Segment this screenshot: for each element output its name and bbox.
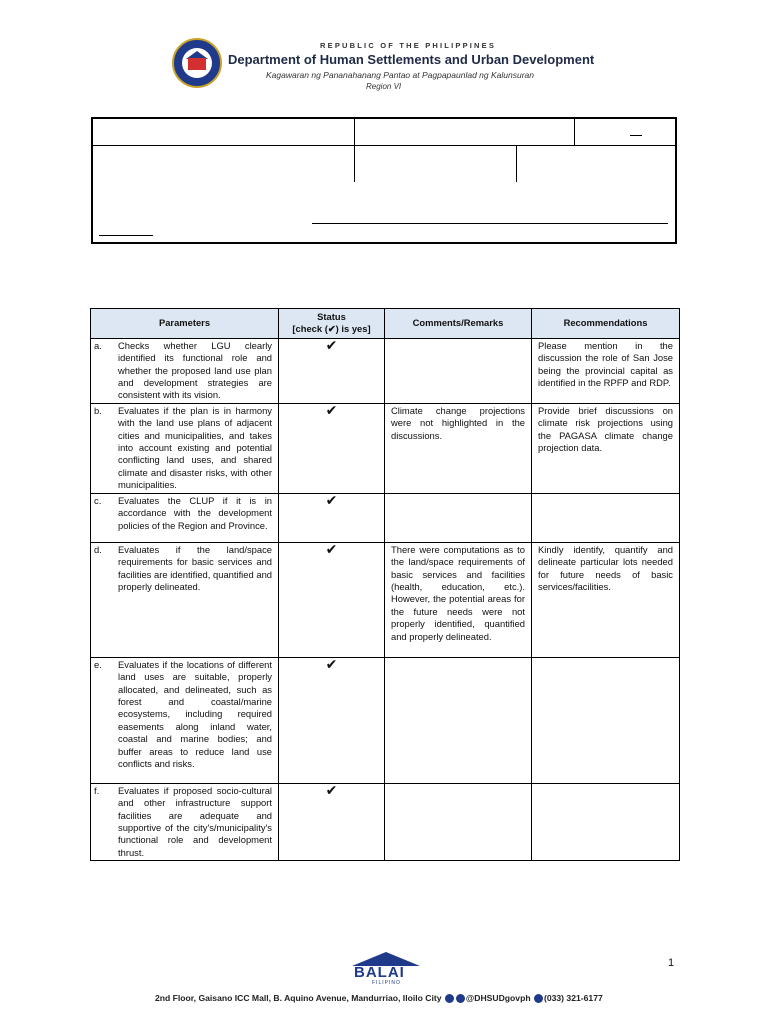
checkmark-icon: ✔ [325,402,338,419]
table-row [91,493,680,542]
header-status-title: Status [317,311,346,322]
checkmark-icon: ✔ [325,541,338,558]
parameter-text: Checks whether LGU clearly identified its functional role and whether the proposed land use plan and development strategies are consistent with its vision. [118,339,272,401]
item-letter: e. [94,658,102,670]
status-cell [279,403,385,493]
comments-cell [385,783,532,860]
recommendations-cell [532,657,680,783]
balai-filipino-logo [352,952,420,986]
comments-cell [385,493,532,542]
recommendations-cell: Provide brief discussions on climate risk projections using the PAGASA climate change projection data. [532,403,680,493]
footer-address: 2nd Floor, Gaisano ICC Mall, B. Aquino Avenue, Mandurriao, Iloilo City [155,993,442,1003]
status-cell [279,493,385,542]
logo-subtext: FILIPINO [372,980,401,986]
parameter-text: Evaluates the CLUP if it is in accordance with the development policies of the Region and Province. [118,494,272,531]
parameter-cell [91,657,279,783]
facebook-icon [445,994,454,1003]
checkmark-icon: ✔ [325,337,338,354]
blank-line [630,135,642,136]
comments-cell [385,338,532,403]
recommendations-cell: Kindly identify, quantify and delineate particular lots needed for future needs of basic services/facilities. [532,542,680,657]
status-cell [279,783,385,860]
parameter-cell [91,403,279,493]
parameter-text: Evaluates if the locations of different land uses are suitable, properly allocated, and delineated, such as forest and coastal/marine ecosystems, including required easements along inland water, coastal and marine bodies; and buffer areas to reduce land use conflicts and risks. [118,658,272,769]
department-name: Department of Human Settlements and Urban Development [228,52,595,67]
box-divider [354,119,355,182]
item-letter: c. [94,494,102,506]
twitter-icon [456,994,465,1003]
box-divider [93,145,675,146]
recommendations-cell [532,493,680,542]
region-label: Region VI [366,82,402,91]
item-letter: b. [94,404,102,416]
table-row [91,542,680,657]
header-status-note: [check (✔) is yes] [292,323,371,335]
header-recommendations: Recommendations [532,309,680,339]
parameter-text: Evaluates if the land/space requirements for basic services and facilities are identified, quantified and properly delineated. [118,543,272,592]
comments-cell [385,657,532,783]
table-row [91,657,680,783]
dhsud-seal-logo [172,38,222,88]
item-letter: f. [94,784,100,796]
parameter-text: Evaluates if proposed socio-cultural and other infrastructure support facilities are adequate and supportive of the city's/municipality's functional role and development thrust. [118,784,272,858]
comments-cell: There were computations as to the land/space requirements of basic services and facilities (health, education, etc.). However, the potential areas for the future needs were not properly identified, quantified and properly delineated. [385,542,532,657]
evaluation-table [90,308,680,861]
phone-icon [534,994,543,1003]
checkmark-icon: ✔ [325,492,338,509]
item-letter: d. [94,543,102,555]
logo-word: BALAI [354,964,405,981]
department-tagalog: Kagawaran ng Pananahanang Pantao at Pagpapaunlad ng Kalunsuran [266,70,534,80]
footer-phone: (033) 321-6177 [543,993,603,1003]
header-parameters: Parameters [91,309,279,339]
box-divider [516,146,517,182]
header-comments: Comments/Remarks [385,309,532,339]
table-row [91,783,680,860]
page-number: 1 [668,957,675,969]
recommendations-cell: Please mention in the discussion the role of San Jose being the provincial capital as identified in the RPFP and RDP. [532,338,680,403]
parameter-cell [91,493,279,542]
letterhead [90,30,680,90]
form-info-box [91,117,677,244]
checkmark-icon: ✔ [325,656,338,673]
footer-contact [155,993,603,1003]
table-row [91,338,680,403]
table-header-row [91,309,680,339]
parameter-cell [91,783,279,860]
recommendations-cell [532,783,680,860]
parameter-text: Evaluates if the plan is in harmony with the land use plans of adjacent cities and municipalities, and takes into account existing and potential conflicting land uses, and shared climate and disaster risks, with other municipalities. [118,404,272,491]
blank-line [312,223,668,224]
item-letter: a. [94,339,102,351]
status-cell [279,657,385,783]
comments-cell: Climate change projections were not highlighted in the discussions. [385,403,532,493]
republic-label: REPUBLIC OF THE PHILIPPINES [320,41,497,50]
status-cell [279,338,385,403]
parameter-cell [91,542,279,657]
header-status [279,309,385,339]
parameter-cell [91,338,279,403]
checkmark-icon: ✔ [325,782,338,799]
status-cell [279,542,385,657]
footer-social-handle: @DHSUDgovph [465,993,531,1003]
blank-line [99,235,153,236]
box-divider [574,119,575,145]
table-row [91,403,680,493]
